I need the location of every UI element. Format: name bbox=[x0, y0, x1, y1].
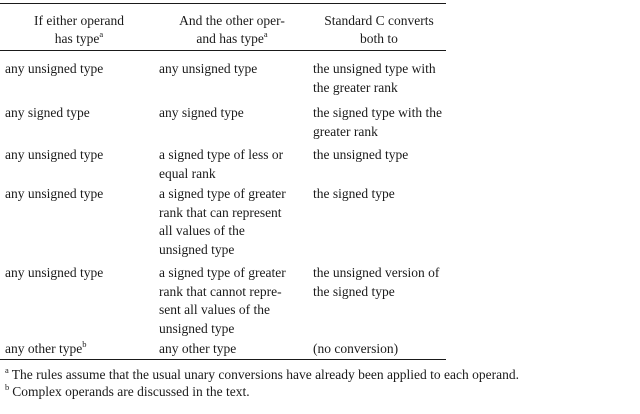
cell-other-operand: a signed type of less or equal rank bbox=[159, 147, 284, 181]
footnote-a: $^a$ The rules assume that the usual unary conversions have already been applied to each operand. bbox=[5, 364, 519, 382]
header-converts-to: Standard C converts both to bbox=[324, 13, 434, 46]
header-either-operand: If either operand has type$^a$ bbox=[34, 13, 124, 46]
cell-either-operand: any signed type bbox=[5, 105, 90, 120]
footnote-mark-a: a bbox=[99, 28, 104, 39]
cell-converts-to: the unsigned type bbox=[313, 147, 409, 162]
table-top-rule bbox=[0, 3, 446, 4]
cell-either-operand: any unsigned type bbox=[5, 265, 104, 280]
header-other-operand: And the other oper- and has type$^a$ bbox=[179, 13, 285, 46]
footnote-mark-b: b bbox=[82, 338, 87, 349]
footnote-b: $^b$ Complex operands are discussed in the text. bbox=[5, 381, 250, 399]
cell-converts-to: the signed type bbox=[313, 186, 395, 201]
cell-other-operand: any other type bbox=[159, 341, 237, 356]
table-bottom-rule bbox=[0, 359, 446, 360]
header-rule bbox=[0, 50, 446, 51]
cell-other-operand: a signed type of greater rank that can represent all values of the unsigned type bbox=[159, 186, 286, 257]
footnote-mark-a: a bbox=[263, 28, 268, 39]
cell-converts-to: the signed type with the greater rank bbox=[313, 105, 442, 139]
cell-other-operand: any unsigned type bbox=[159, 61, 258, 76]
footnote-mark-b: b bbox=[5, 381, 10, 392]
cell-either-operand: any unsigned type bbox=[5, 186, 104, 201]
cell-converts-to: the unsigned type with the greater rank bbox=[313, 61, 436, 95]
cell-either-operand: any unsigned type bbox=[5, 147, 104, 162]
cell-either-operand: any other type$^b$ bbox=[5, 338, 87, 356]
footnote-mark-a: a bbox=[5, 364, 9, 375]
cell-other-operand: a signed type of greater rank that cannot repre- sent all values of the unsigned type bbox=[159, 265, 286, 336]
cell-other-operand: any signed type bbox=[159, 105, 244, 120]
cell-either-operand: any unsigned type bbox=[5, 61, 104, 76]
cell-converts-to: the unsigned version of the signed type bbox=[313, 265, 440, 299]
cell-converts-to: (no conversion) bbox=[313, 341, 399, 356]
